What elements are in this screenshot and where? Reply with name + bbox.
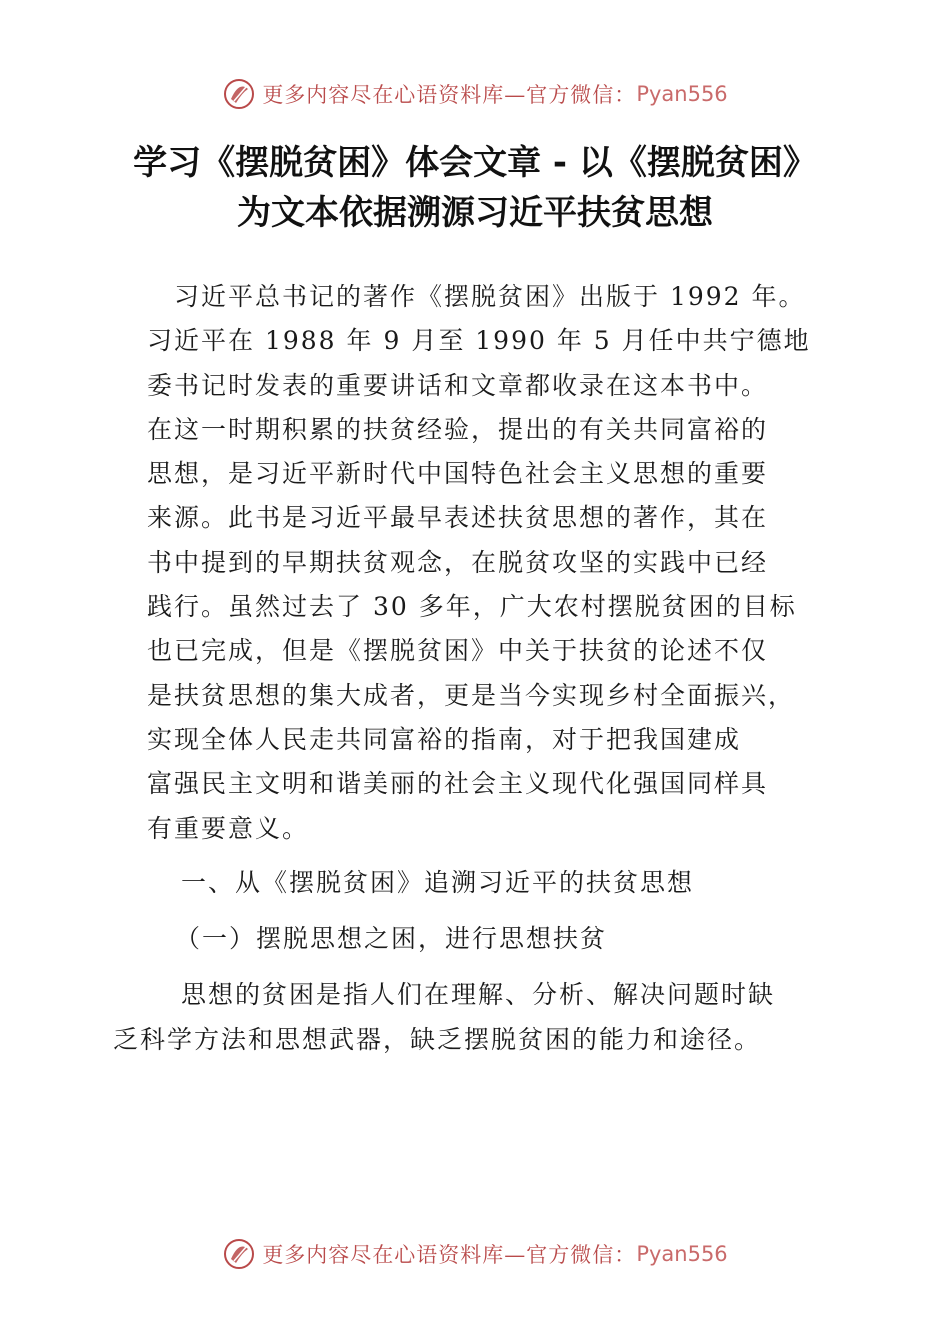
paragraph-poverty-of-thought [113, 973, 817, 1062]
text-line: 思想，是习近平新时代中国特色社会主义思想的重要 [147, 459, 769, 489]
banner-text: 更多内容尽在心语资料库—官方微信： [262, 1243, 637, 1267]
text-line: 来源。此书是习近平最早表述扶贫思想的著作，其在 [147, 503, 769, 533]
text-line: 践行。虽然过去了 30 多年，广大农村摆脱贫困的目标 [147, 592, 797, 622]
text-line: 习近平在 1988 年 9 月至 1990 年 5 月任中共宁德地 [147, 326, 811, 356]
title-line-2: 为文本依据溯源习近平扶贫思想 [237, 193, 713, 233]
banner-wechat-id: Pyan556 [636, 82, 728, 106]
text-line: 习近平总书记的著作《摆脱贫困》出版于 1992 年。 [147, 282, 806, 311]
banner-wechat-id: Pyan556 [636, 1242, 728, 1266]
text-line: 思想的贫困是指人们在理解、分析、解决问题时缺 [181, 980, 776, 1010]
text-line: 在这一时期积累的扶贫经验，提出的有关共同富裕的 [147, 414, 769, 444]
header-banner [0, 74, 950, 114]
text-line: 也已完成，但是《摆脱贫困》中关于扶贫的论述不仅 [147, 636, 769, 666]
paragraph-intro [147, 275, 817, 851]
text-line: 书中提到的早期扶贫观念，在脱贫攻坚的实践中已经 [147, 547, 769, 577]
footer-banner [0, 1234, 950, 1274]
section-heading-1: 一、从《摆脱贫困》追溯习近平的扶贫思想 [181, 867, 695, 897]
text-line: 实现全体人民走共同富裕的指南，对于把我国建成 [147, 724, 742, 754]
text-line: 是扶贫思想的集大成者，更是当今实现乡村全面振兴， [147, 680, 796, 710]
text-line: 委书记时发表的重要讲话和文章都收录在这本书中。 [147, 370, 769, 400]
text-line: 富强民主文明和谐美丽的社会主义现代化强国同样具 [147, 769, 769, 799]
page-title [100, 138, 850, 238]
banner-text: 更多内容尽在心语资料库—官方微信： [262, 83, 637, 107]
title-line-1: 学习《摆脱贫困》体会文章 - 以《摆脱贫困》 [133, 143, 817, 183]
logo-icon [222, 1237, 256, 1271]
subsection-heading-1: （一）摆脱思想之困，进行思想扶贫 [175, 924, 608, 954]
text-line: 乏科学方法和思想武器，缺乏摆脱贫困的能力和途径。 [113, 1024, 762, 1054]
text-line: 有重要意义。 [147, 813, 310, 843]
document-body [113, 275, 817, 1062]
logo-icon [222, 77, 256, 111]
